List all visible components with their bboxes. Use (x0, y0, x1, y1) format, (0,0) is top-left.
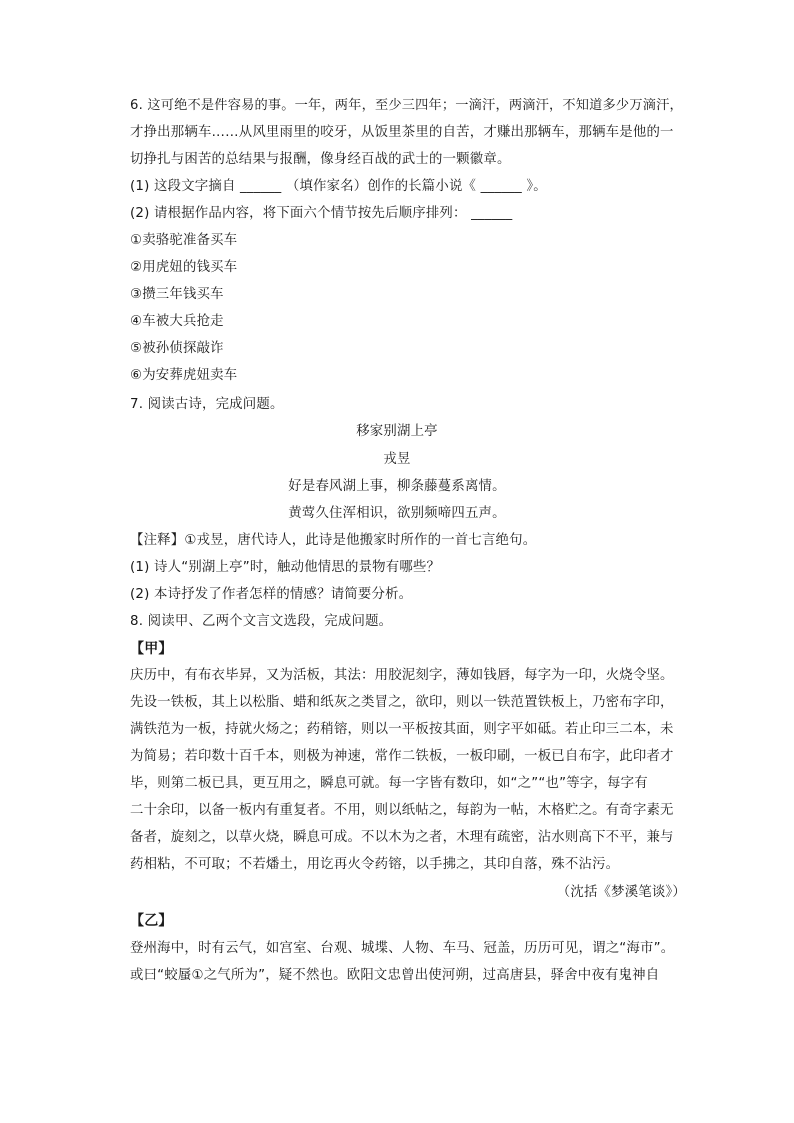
q6-option-6: ⑥为安葬虎妞卖车 (130, 368, 238, 383)
poem-author: 戎昱 (383, 452, 411, 467)
q6-option-4: ④车被大兵抢走 (130, 314, 224, 329)
q7-heading: 7. 阅读古诗，完成问题。 (130, 397, 284, 412)
passage-jia-line-7: 备者，旋刻之，以草火烧，瞬息可成。不以木为之者，木理有疏密，沾水则高下不平，兼与 (130, 830, 674, 845)
q6-option-1: ①卖骆驼准备买车 (130, 233, 238, 248)
passage-jia-source: （沈括《梦溪笔谈》） (556, 885, 686, 900)
passage-yi-label: 【乙】 (130, 913, 173, 929)
q6-subquestion-2: (2) 请根据作品内容，将下面六个情节按先后顺序排列： ______ (130, 206, 513, 221)
passage-jia-line-6: 二十余印，以备一板内有重复者。不用，则以纸帖之，每韵为一帖，木格贮之。有奇字素无 (130, 803, 674, 818)
passage-jia-line-8: 药相粘，不可取；不若燔土，用讫再火令药镕，以手拂之，其印自落，殊不沾污。 (130, 857, 620, 872)
q6-option-3: ③攒三年钱买车 (130, 287, 224, 302)
q6-text-line-1: 6. 这可绝不是件容易的事。一年，两年，至少三四年；一滴汗，两滴汗，不知道多少万滴汗， (130, 98, 683, 113)
q7-subquestion-2: (2) 本诗抒发了作者怎样的情感？请简要分析。 (130, 587, 413, 602)
poem-title: 移家别湖上亭 (356, 424, 438, 439)
passage-jia-label: 【甲】 (130, 641, 173, 657)
q7-subquestion-1: (1) 诗人“别湖上亭”时，触动他情思的景物有哪些？ (130, 560, 441, 575)
poem-line-1: 好是春风湖上事，柳条藤蔓系离情。 (288, 479, 506, 494)
q8-heading: 8. 阅读甲、乙两个文言文选段，完成问题。 (130, 614, 393, 629)
passage-yi-line-1: 登州海中，时有云气，如宫室、台观、城堞、人物、车马、冠盖，历历可见，谓之“海市”。 (130, 941, 675, 956)
passage-jia-line-4: 为简易；若印数十百千本，则极为神速，常作二铁板，一板印刷，一板已自布字，此印者才 (130, 749, 674, 764)
q6-text-line-2: 才挣出那辆车……从风里雨里的咬牙，从饭里茶里的自苦，才赚出那辆车，那辆车是他的一 (130, 125, 674, 140)
passage-jia-line-2: 先设一铁板，其上以松脂、蜡和纸灰之类冒之，欲印，则以一铁范置铁板上，乃密布字印， (130, 695, 674, 710)
passage-jia-line-1: 庆历中，有布衣毕昇，又为活板，其法：用胶泥刻字，薄如钱唇，每字为一印，火烧令坚。 (130, 668, 674, 683)
passage-yi-line-2: 或曰“蛟蜃①之气所为”，疑不然也。欧阳文忠曾出使河朔，过高唐县，驿舍中夜有鬼神自 (130, 968, 660, 983)
q6-option-2: ②用虎妞的钱买车 (130, 260, 238, 275)
poem-line-2: 黄莺久住浑相识，欲别频啼四五声。 (288, 506, 506, 521)
passage-jia-line-3: 满铁范为一板，持就火炀之；药稍镕，则以一平板按其面，则字平如砥。若止印三二本，未 (130, 722, 674, 737)
poem-annotation: 【注释】①戎昱，唐代诗人，此诗是他搬家时所作的一首七言绝句。 (130, 533, 537, 548)
q6-option-5: ⑤被孙侦探敲诈 (130, 341, 224, 356)
q6-subquestion-1: (1) 这段文字摘自 ______ （填作家名）创作的长篇小说《 ______ 》。 (130, 179, 547, 194)
q6-text-line-3: 切挣扎与困苦的总结果与报酬，像身经百战的武士的一颗徽章。 (130, 152, 511, 167)
passage-jia-line-5: 毕，则第二板已具，更互用之，瞬息可就。每一字皆有数印，如“之”“也”等字，每字有 (130, 776, 648, 791)
